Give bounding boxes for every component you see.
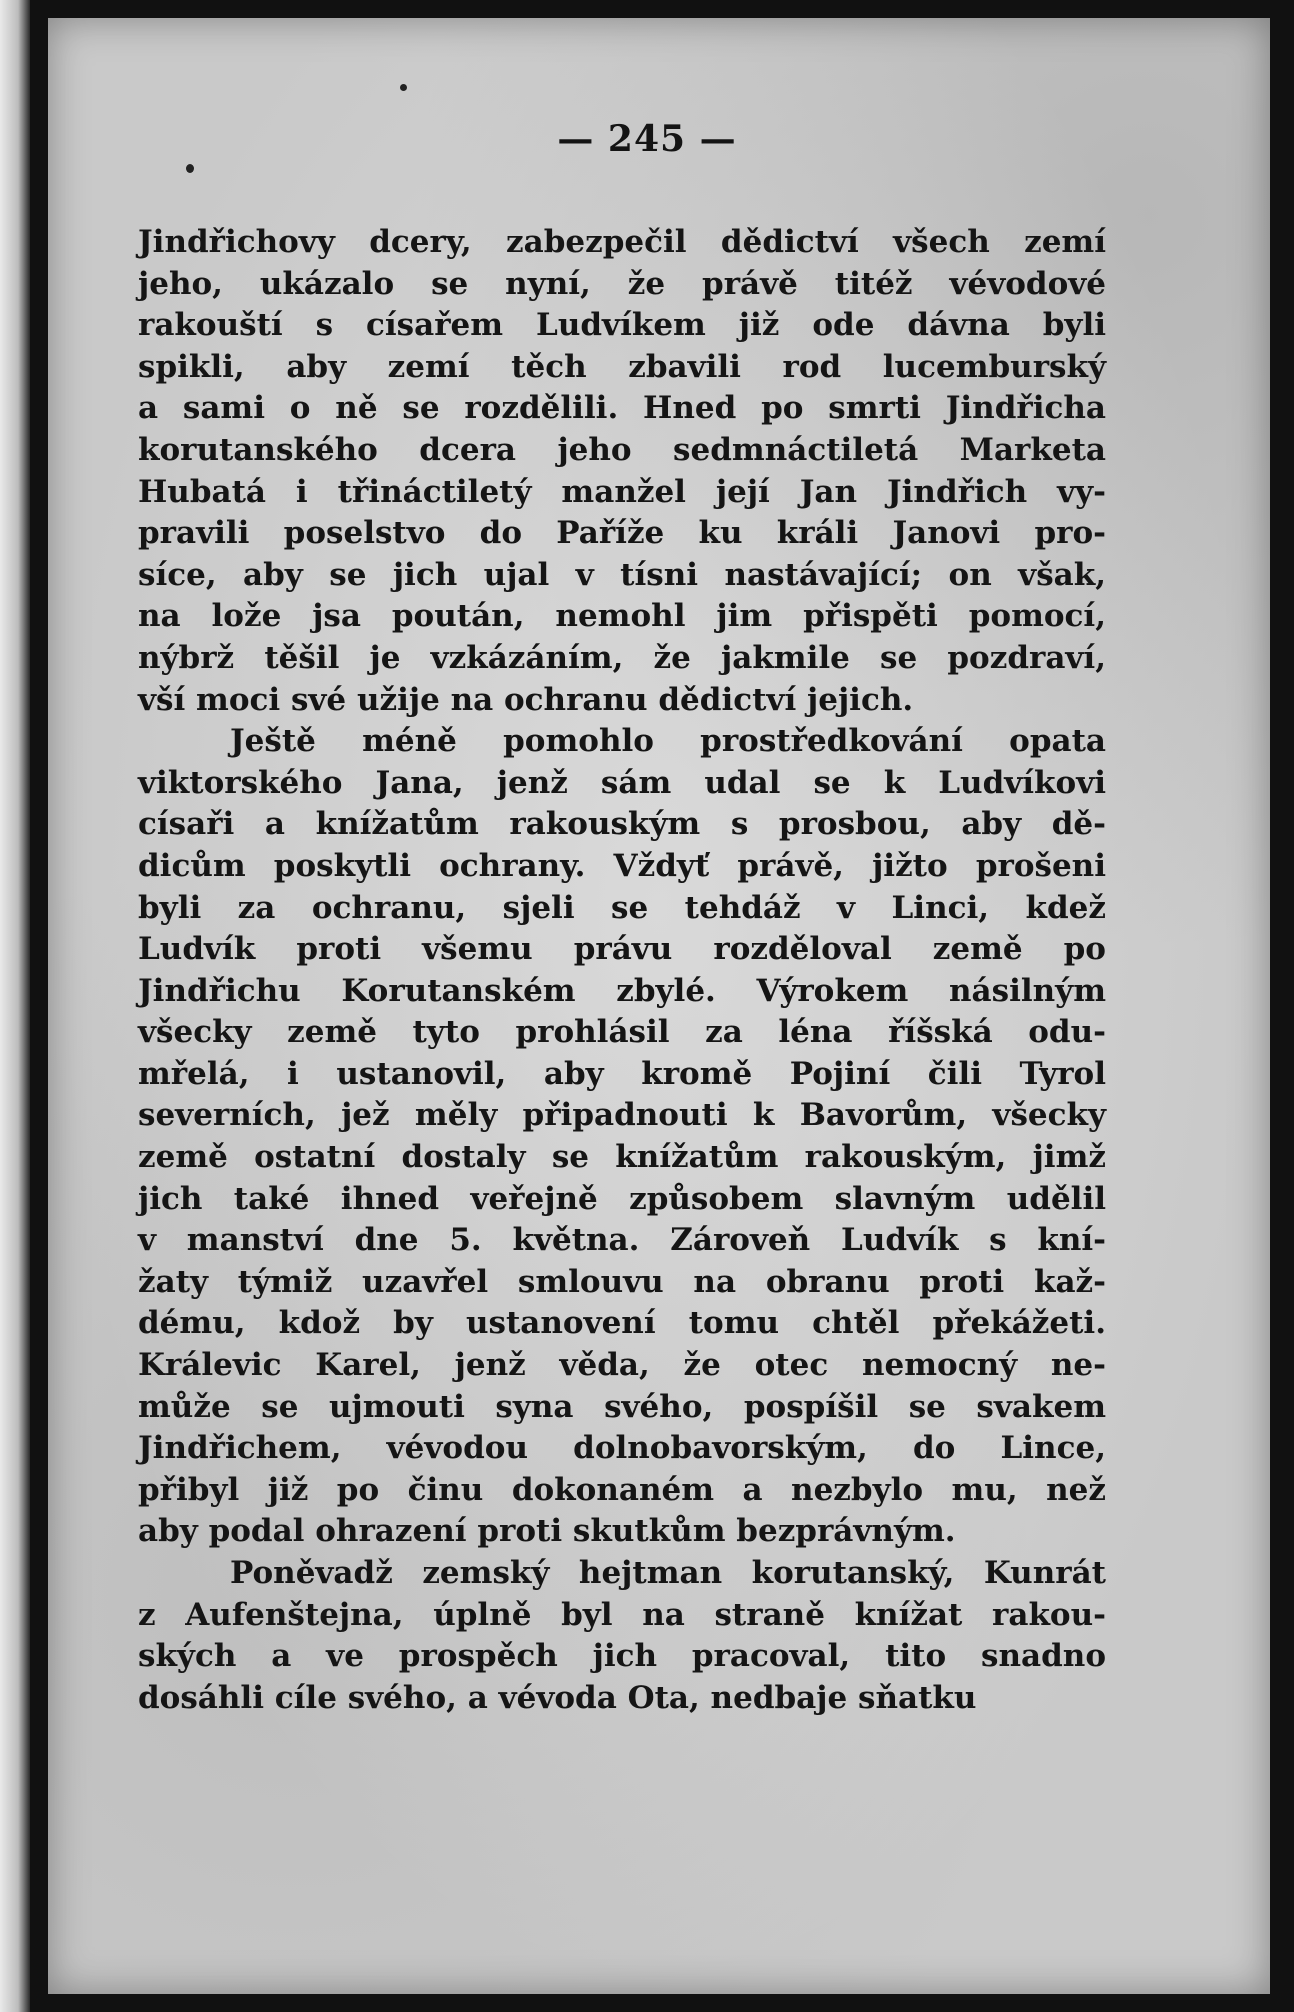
text-line: z Aufenštejna, úplně byl na straně knížat rakou- — [138, 1596, 1106, 1633]
text-line: nýbrž těšil je vzkázáním, že jakmile se pozdraví, — [138, 639, 1106, 676]
text-line: Ještě méně pomohlo prostředkování opata — [230, 723, 1106, 760]
text-line: přibyl již po činu dokonaném a nezbylo mu, než — [138, 1471, 1106, 1508]
text-line: Jindřichem, vévodou dolnobavorským, do Lince, — [138, 1430, 1106, 1467]
text-line: císaři a knížatům rakouským s prosbou, aby dě- — [138, 806, 1106, 843]
text-line: Ludvík proti všemu právu rozděloval země po — [138, 931, 1106, 968]
text-line: severních, jež měly připadnouti k Bavorům, všecky — [138, 1097, 1106, 1134]
text-line: dosáhli cíle svého, a vévoda Ota, nedbaje sňatku — [138, 1679, 977, 1716]
text-line: pravili poselstvo do Paříže ku králi Janovi pro- — [138, 515, 1106, 552]
body-text — [138, 222, 1106, 1719]
text-line: a sami o ně se rozdělili. Hned po smrti Jindřicha — [138, 390, 1106, 427]
facing-page-edge — [0, 0, 30, 2012]
paragraph — [138, 1553, 1106, 1719]
text-line: vší moci své užije na ochranu dědictví jejich. — [138, 681, 914, 718]
text-line: jeho, ukázalo se nyní, že právě titéž vévodové — [138, 265, 1106, 302]
text-line: ských a ve prospěch jich pracoval, tito snadno — [138, 1638, 1106, 1675]
text-line: žaty týmiž uzavřel smlouvu na obranu proti kaž- — [138, 1263, 1106, 1300]
text-line: na lože jsa poután, nemohl jim přispěti pomocí, — [138, 598, 1106, 635]
text-line: dicům poskytli ochrany. Vždyť právě, jižto prošeni — [138, 847, 1106, 884]
text-line: dému, kdož by ustanovení tomu chtěl překážeti. — [138, 1305, 1106, 1342]
text-line: v manství dne 5. května. Zároveň Ludvík s kní- — [138, 1222, 1106, 1259]
text-line: všecky země tyto prohlásil za léna říšská odu- — [138, 1014, 1106, 1051]
text-line: síce, aby se jich ujal v tísni nastávající; on však, — [138, 556, 1106, 593]
page-number: — 245 — — [557, 118, 737, 160]
paragraph — [138, 721, 1106, 1553]
text-line: Jindřichu Korutanském zbylé. Výrokem násilným — [138, 972, 1106, 1009]
text-line: Hubatá i třináctiletý manžel její Jan Jindřich vy- — [138, 473, 1106, 510]
text-line: mřelá, i ustanovil, aby kromě Pojiní čili Tyrol — [138, 1055, 1106, 1092]
text-line: jich také ihned veřejně způsobem slavným udělil — [138, 1180, 1106, 1217]
text-line: spikli, aby zemí těch zbavili rod lucemburský — [138, 348, 1106, 385]
text-line: aby podal ohrazení proti skutkům bezprávným. — [138, 1513, 956, 1550]
text-line: může se ujmouti syna svého, pospíšil se svakem — [138, 1388, 1106, 1425]
ink-speck — [186, 164, 194, 173]
text-line: Králevic Karel, jenž věda, že otec nemocný ne- — [138, 1347, 1106, 1384]
text-line: rakouští s císařem Ludvíkem již ode dávna byli — [138, 307, 1106, 344]
text-line: Poněvadž zemský hejtman korutanský, Kunrát — [230, 1555, 1106, 1591]
paragraph — [138, 222, 1106, 721]
text-line: země ostatní dostaly se knížatům rakouským, jimž — [138, 1139, 1106, 1176]
text-line: Jindřichovy dcery, zabezpečil dědictví všech zemí — [138, 224, 1106, 260]
text-line: byli za ochranu, sjeli se tehdáž v Linci, kdež — [138, 889, 1106, 926]
text-line: viktorského Jana, jenž sám udal se k Ludvíkovi — [138, 764, 1106, 801]
ink-speck — [400, 84, 407, 91]
text-line: korutanského dcera jeho sedmnáctiletá Marketa — [138, 431, 1106, 468]
